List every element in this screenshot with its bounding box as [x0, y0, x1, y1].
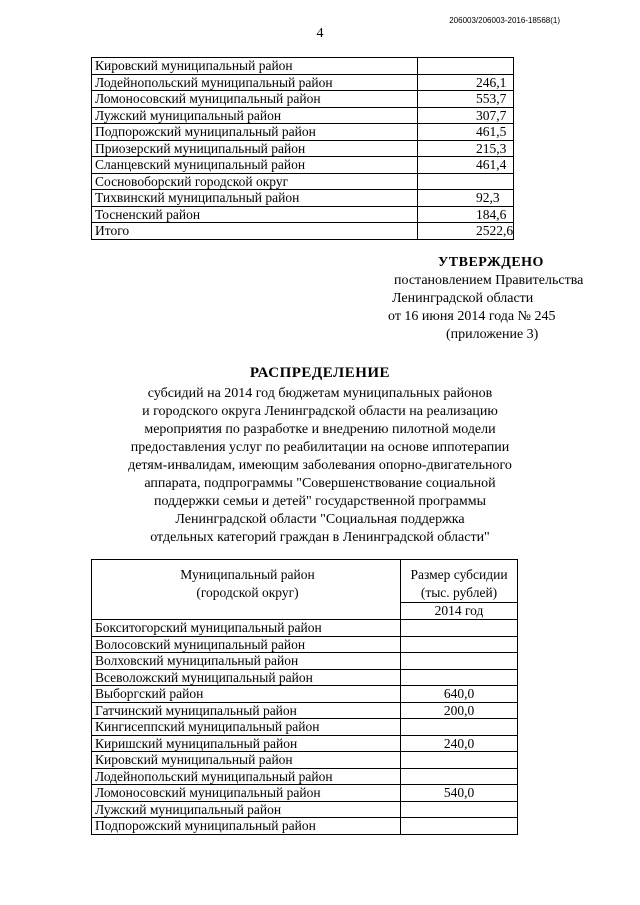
table-row [92, 173, 514, 190]
table-row [92, 91, 514, 108]
distribution-description [0, 385, 640, 547]
subsidy-value [418, 173, 514, 190]
table-row [92, 752, 518, 769]
district-name: Бокситогорский муниципальный район [92, 620, 401, 637]
table-row [92, 653, 518, 670]
table-row [92, 818, 518, 835]
header-text: (городской округ) [196, 585, 299, 600]
description-line: мероприятия по разработке и внедрению пилотной модели [144, 422, 496, 437]
subsidy-value: 461,4 [418, 157, 514, 174]
column-header-district [92, 560, 401, 620]
subsidy-value [401, 818, 518, 835]
table-row [92, 74, 514, 91]
district-name: Итого [92, 223, 418, 240]
district-name: Лодейнопольский муниципальный район [92, 768, 401, 785]
subsidy-value: 2522,6 [418, 223, 514, 240]
approval-line: Ленинградской области [392, 291, 534, 306]
table-row [92, 636, 518, 653]
subsidy-value: 640,0 [401, 686, 518, 703]
approval-line: постановлением Правительства [394, 273, 584, 288]
table-row [92, 702, 518, 719]
header-text: Размер субсидии [410, 567, 508, 582]
district-name: Кировский муниципальный район [92, 752, 401, 769]
subsidy-value [401, 636, 518, 653]
table-row [92, 190, 514, 207]
subsidy-value [401, 752, 518, 769]
table-row [92, 735, 518, 752]
district-name: Тосненский район [92, 206, 418, 223]
subsidy-value: 461,5 [418, 124, 514, 141]
table-row [92, 669, 518, 686]
district-name: Лужский муниципальный район [92, 107, 418, 124]
district-name: Гатчинский муниципальный район [92, 702, 401, 719]
district-name: Приозерский муниципальный район [92, 140, 418, 157]
approval-line: (приложение 3) [446, 327, 539, 342]
subsidy-value: 307,7 [418, 107, 514, 124]
table-row [92, 157, 514, 174]
description-line: аппарата, подпрограммы "Совершенствование социальной [144, 476, 496, 491]
table-row [92, 206, 514, 223]
district-name: Сланцевский муниципальный район [92, 157, 418, 174]
subsidy-value [401, 801, 518, 818]
table-row [92, 620, 518, 637]
description-line: детям-инвалидам, имеющим заболевания опорно-двигательного [128, 458, 512, 473]
distribution-title: РАСПРЕДЕЛЕНИЕ [249, 365, 391, 381]
table-row [92, 223, 514, 240]
subsidy-value [401, 620, 518, 637]
subsidy-value: 92,3 [418, 190, 514, 207]
district-name: Выборгский район [92, 686, 401, 703]
subsidy-value: 540,0 [401, 785, 518, 802]
district-name: Ломоносовский муниципальный район [92, 785, 401, 802]
header-text: Муниципальный район [180, 567, 315, 582]
district-name: Волховский муниципальный район [92, 653, 401, 670]
approval-line: от 16 июня 2014 года № 245 [388, 309, 556, 324]
district-name: Кировский муниципальный район [92, 58, 418, 75]
table-row [92, 801, 518, 818]
column-header-subsidy [401, 560, 518, 603]
table-header-row [92, 560, 518, 603]
table-row [92, 140, 514, 157]
header-text: (тыс. рублей) [420, 585, 498, 600]
subsidy-distribution-table [91, 559, 518, 835]
description-line: отдельных категорий граждан в Ленинградской области" [150, 530, 490, 545]
district-name: Подпорожский муниципальный район [92, 818, 401, 835]
subsidy-table-continued [91, 57, 514, 240]
subsidy-value: 553,7 [418, 91, 514, 108]
table-row [92, 58, 514, 75]
district-name: Кингисеппский муниципальный район [92, 719, 401, 736]
subsidy-value: 215,3 [418, 140, 514, 157]
description-line: предоставления услуг по реабилитации на основе иппотерапии [130, 440, 510, 455]
table-row [92, 686, 518, 703]
table-row [92, 107, 514, 124]
district-name: Лужский муниципальный район [92, 801, 401, 818]
subsidy-value [401, 669, 518, 686]
subsidy-value [401, 653, 518, 670]
description-line: Ленинградской области "Социальная поддержка [175, 512, 465, 527]
description-line: поддержки семьи и детей" государственной программы [153, 494, 487, 509]
table-row [92, 785, 518, 802]
description-line: субсидий на 2014 год бюджетам муниципальных районов [147, 386, 493, 401]
district-name: Всеволожский муниципальный район [92, 669, 401, 686]
table-row [92, 719, 518, 736]
column-header-year: 2014 год [401, 603, 518, 620]
approval-heading: УТВЕРЖДЕНО [438, 255, 544, 270]
district-name: Подпорожский муниципальный район [92, 124, 418, 141]
subsidy-value: 240,0 [401, 735, 518, 752]
district-name: Сосновоборский городской округ [92, 173, 418, 190]
table-row [92, 768, 518, 785]
district-name: Тихвинский муниципальный район [92, 190, 418, 207]
table-row [92, 124, 514, 141]
subsidy-value: 200,0 [401, 702, 518, 719]
subsidy-value [401, 768, 518, 785]
description-line: и городского округа Ленинградской области на реализацию [142, 404, 498, 419]
district-name: Ломоносовский муниципальный район [92, 91, 418, 108]
subsidy-value: 246,1 [418, 74, 514, 91]
district-name: Волосовский муниципальный район [92, 636, 401, 653]
district-name: Киришский муниципальный район [92, 735, 401, 752]
document-id: 206003/206003-2016-18568(1) [449, 16, 560, 25]
subsidy-value [401, 719, 518, 736]
district-name: Лодейнопольский муниципальный район [92, 74, 418, 91]
page-number: 4 [316, 26, 324, 41]
approval-block [388, 254, 608, 344]
subsidy-value: 184,6 [418, 206, 514, 223]
subsidy-value [418, 58, 514, 75]
